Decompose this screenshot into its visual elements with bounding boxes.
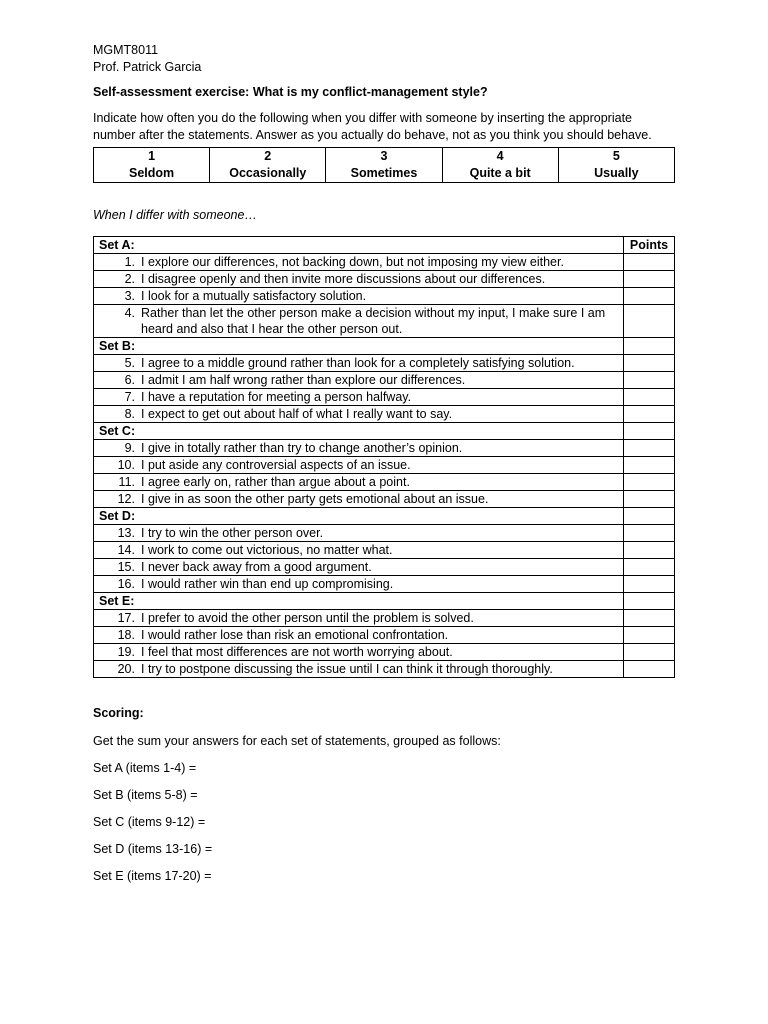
- points-cell: [624, 508, 675, 525]
- scale-number: 2: [264, 149, 272, 163]
- scale-label: Occasionally: [229, 166, 307, 180]
- scale-cell: [326, 148, 442, 183]
- scale-number: 5: [612, 149, 620, 163]
- scoring-heading: Scoring:: [93, 706, 144, 720]
- points-entry-cell[interactable]: [624, 525, 675, 542]
- points-entry-cell[interactable]: [624, 440, 675, 457]
- points-entry-cell[interactable]: [624, 355, 675, 372]
- statement-row: [94, 406, 675, 423]
- statement-text: I work to come out victorious, no matter what.: [141, 543, 393, 557]
- statement-cell: [94, 355, 624, 372]
- statement-text: I admit I am half wrong rather than explore our differences.: [141, 373, 466, 387]
- statement-number: 2.: [124, 272, 135, 286]
- scale-label: Seldom: [129, 166, 175, 180]
- points-cell: [624, 338, 675, 355]
- scale-cell: [442, 148, 558, 183]
- score-line: Set E (items 17-20) =: [93, 869, 212, 883]
- scale-cell: [94, 148, 210, 183]
- scale-cell: [558, 148, 674, 183]
- points-entry-cell[interactable]: [624, 576, 675, 593]
- statement-row: [94, 474, 675, 491]
- statement-number: 20.: [117, 662, 135, 676]
- scale-cell: [210, 148, 326, 183]
- statement-text: I try to win the other person over.: [141, 526, 324, 540]
- statement-text: I put aside any controversial aspects of an issue.: [141, 458, 411, 472]
- statement-row: [94, 305, 675, 338]
- set-header-row: [94, 508, 675, 525]
- statement-text: I explore our differences, not backing down, but not imposing my view either.: [141, 255, 564, 269]
- statement-number: 5.: [124, 356, 135, 370]
- points-entry-cell[interactable]: [624, 542, 675, 559]
- statement-row: [94, 525, 675, 542]
- points-entry-cell[interactable]: [624, 661, 675, 678]
- statement-text: I agree to a middle ground rather than look for a completely satisfying solution.: [141, 356, 575, 370]
- statement-number: 7.: [124, 390, 135, 404]
- statement-number: 12.: [117, 492, 135, 506]
- statement-text: I would rather win than end up compromising.: [141, 577, 394, 591]
- scale-label: Quite a bit: [469, 166, 531, 180]
- statement-number: 1.: [124, 255, 135, 269]
- statement-number: 16.: [117, 577, 135, 591]
- statement-number: 9.: [124, 441, 135, 455]
- statement-cell: [94, 406, 624, 423]
- set-header-row: [94, 593, 675, 610]
- scale-number: 4: [496, 149, 504, 163]
- set-label: Set A:: [94, 237, 624, 254]
- scale-label: Sometimes: [350, 166, 418, 180]
- statement-row: [94, 457, 675, 474]
- scale-number: 3: [380, 149, 388, 163]
- statement-row: [94, 372, 675, 389]
- statement-row: [94, 627, 675, 644]
- set-label: Set B:: [94, 338, 624, 355]
- points-entry-cell[interactable]: [624, 305, 675, 338]
- statement-text: I have a reputation for meeting a person halfway.: [141, 390, 412, 404]
- points-entry-cell[interactable]: [624, 491, 675, 508]
- statement-number: 8.: [124, 407, 135, 421]
- statement-number: 3.: [124, 289, 135, 303]
- statement-text: I try to postpone discussing the issue until I can think it through thoroughly.: [141, 662, 553, 676]
- when-differ-prompt: When I differ with someone…: [93, 208, 257, 222]
- statement-row: [94, 610, 675, 627]
- statement-cell: [94, 271, 624, 288]
- statement-text: I expect to get out about half of what I really want to say.: [141, 407, 453, 421]
- statement-text: I prefer to avoid the other person until the problem is solved.: [141, 611, 474, 625]
- statement-row: [94, 288, 675, 305]
- scale-number: 1: [148, 149, 156, 163]
- statement-number: 6.: [124, 373, 135, 387]
- points-header: Points: [624, 237, 675, 254]
- rating-scale-table: [93, 147, 675, 183]
- statement-row: [94, 254, 675, 271]
- statement-cell: [94, 542, 624, 559]
- statement-number: 17.: [117, 611, 135, 625]
- score-line: Set B (items 5-8) =: [93, 788, 198, 802]
- statement-number: 4.: [124, 306, 135, 320]
- points-cell: [624, 423, 675, 440]
- points-entry-cell[interactable]: [624, 389, 675, 406]
- score-line: Set C (items 9-12) =: [93, 815, 206, 829]
- statement-cell: [94, 525, 624, 542]
- statement-number: 15.: [117, 560, 135, 574]
- points-entry-cell[interactable]: [624, 474, 675, 491]
- course-code: MGMT8011: [93, 43, 159, 57]
- professor-name: Prof. Patrick Garcia: [93, 60, 202, 74]
- statement-cell: [94, 576, 624, 593]
- statement-cell: [94, 305, 624, 338]
- statement-text: I give in totally rather than try to change another’s opinion.: [141, 441, 463, 455]
- set-header-row: [94, 237, 675, 254]
- statement-row: [94, 576, 675, 593]
- scale-label: Usually: [594, 166, 639, 180]
- statement-cell: [94, 457, 624, 474]
- statement-number: 11.: [118, 475, 135, 489]
- score-line: Set A (items 1-4) =: [93, 761, 197, 775]
- scoring-instructions: Get the sum your answers for each set of statements, grouped as follows:: [93, 734, 501, 748]
- statement-text: I give in as soon the other party gets emotional about an issue.: [141, 492, 489, 506]
- score-line: Set D (items 13-16) =: [93, 842, 213, 856]
- statement-row: [94, 542, 675, 559]
- statement-cell: [94, 254, 624, 271]
- statement-cell: [94, 440, 624, 457]
- set-label: Set D:: [94, 508, 624, 525]
- statement-number: 18.: [117, 628, 135, 642]
- statement-cell: [94, 627, 624, 644]
- statement-cell: [94, 610, 624, 627]
- statement-row: [94, 355, 675, 372]
- statement-cell: [94, 474, 624, 491]
- statement-text: I disagree openly and then invite more discussions about our differences.: [141, 272, 546, 286]
- statements-table: [93, 236, 675, 678]
- statement-cell: [94, 559, 624, 576]
- points-entry-cell[interactable]: [624, 406, 675, 423]
- statement-number: 19.: [117, 645, 135, 659]
- statement-row: [94, 389, 675, 406]
- points-cell: [624, 593, 675, 610]
- statement-cell: [94, 644, 624, 661]
- statement-text: I look for a mutually satisfactory solution.: [141, 289, 367, 303]
- statement-row: [94, 440, 675, 457]
- statement-row: [94, 661, 675, 678]
- points-entry-cell[interactable]: [624, 627, 675, 644]
- instructions-paragraph: Indicate how often you do the following when you differ with someone by inserting the appropriate number after the statements. Answer as you actually do behave, not as you think you should behave.: [93, 111, 652, 142]
- statement-number: 10.: [117, 458, 135, 472]
- statement-number: 14.: [117, 543, 135, 557]
- set-label: Set E:: [94, 593, 624, 610]
- statement-text: Rather than let the other person make a decision without my input, I make sure I am heard and also that I hear the other person out.: [141, 306, 606, 336]
- statement-row: [94, 559, 675, 576]
- statement-text: I would rather lose than risk an emotional confrontation.: [141, 628, 449, 642]
- points-entry-cell[interactable]: [624, 457, 675, 474]
- statement-cell: [94, 389, 624, 406]
- points-entry-cell[interactable]: [624, 559, 675, 576]
- statement-cell: [94, 372, 624, 389]
- statement-row: [94, 271, 675, 288]
- points-entry-cell[interactable]: [624, 288, 675, 305]
- set-label: Set C:: [94, 423, 624, 440]
- statement-cell: [94, 661, 624, 678]
- set-header-row: [94, 338, 675, 355]
- statement-row: [94, 491, 675, 508]
- points-entry-cell[interactable]: [624, 644, 675, 661]
- points-entry-cell[interactable]: [624, 372, 675, 389]
- statement-cell: [94, 288, 624, 305]
- statement-cell: [94, 491, 624, 508]
- exercise-title: Self-assessment exercise: What is my conflict-management style?: [93, 85, 488, 99]
- statement-number: 13.: [117, 526, 135, 540]
- points-entry-cell[interactable]: [624, 254, 675, 271]
- statement-text: I never back away from a good argument.: [141, 560, 372, 574]
- statement-row: [94, 644, 675, 661]
- statement-text: I feel that most differences are not worth worrying about.: [141, 645, 453, 659]
- points-entry-cell[interactable]: [624, 610, 675, 627]
- statement-text: I agree early on, rather than argue about a point.: [141, 475, 410, 489]
- set-header-row: [94, 423, 675, 440]
- points-entry-cell[interactable]: [624, 271, 675, 288]
